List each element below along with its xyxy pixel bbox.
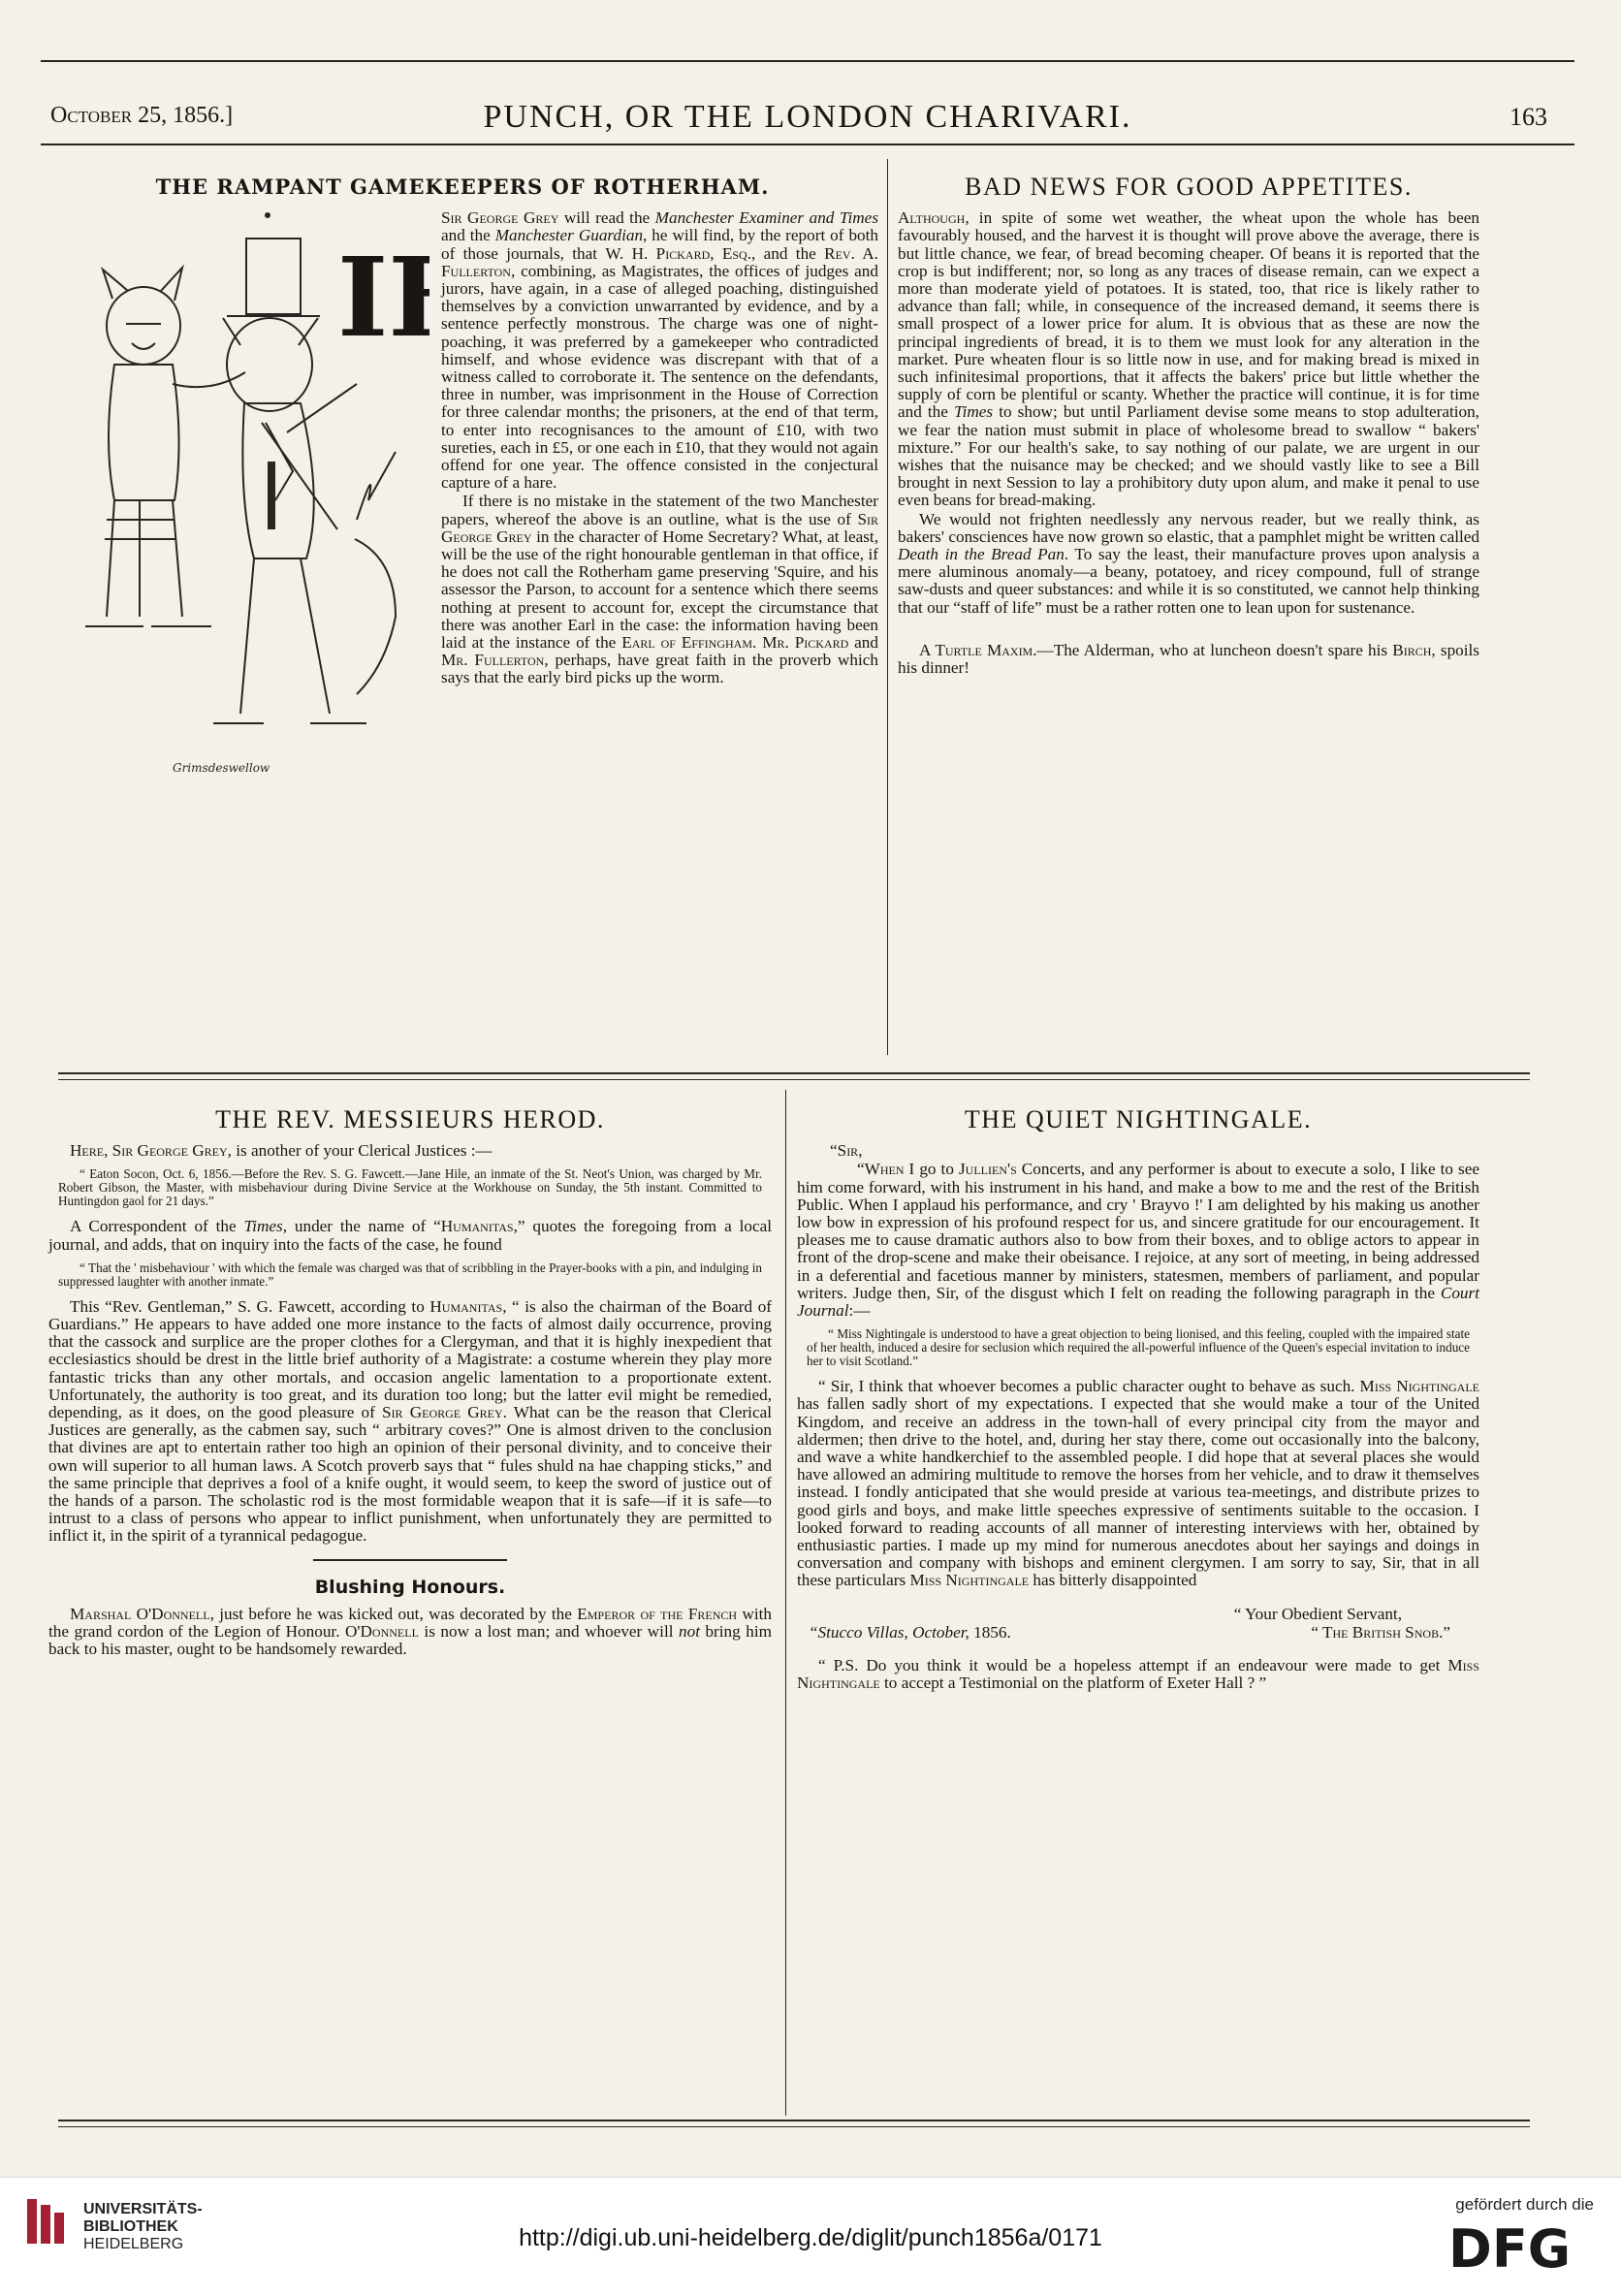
section-divider [58,1072,1530,1080]
running-header [41,99,1574,138]
svg-text:DFG: DFG [1448,2218,1572,2273]
paragraph: We would not frighten needlessly any nervous reader, but we really think, as bakers' consciences have now grown so elastic, that a pamphlet might be written called Death in the Bread Pan. To say the least, their manufacture proves upon analysis a mere aluminous anomaly—a beany, potatoey, and ricey compound, full of strange saw-dusts and queer substances: and while it is so constituted, we cannot help thinking that our “staff of life” must be a rather rotten one to lean upon for sustenance. [898,509,1479,617]
drop-cap: IF [337,235,429,363]
paragraph: This “Rev. Gentleman,” S. G. Fawcett, according to Humanitas, “ is also the chairman of the Board of Guardians.” He appears to have added one more instance to the facts of almost daily occurrence, proving that the cassock and surplice are the proper clothes for a Clergyman, and that it is highly inexpedient that ecclesiastics should be drest in the little brief authority of a Magistrate: a costume wherein they play more fantastic tricks than any other mortals, and occasion angelic lamentation to a proportionate extent. Unfortunately, the authority is too great, and its duration too long; but the latter evil might be remedied, depending, as it does, on the good pleasure of Sir George Grey. What can be the reason that Clerical Justices are generally, as the cabmen say, such “ arbitrary coves?” One is almost driven to the conclusion that divines are apt to entertain rather too high an opinion of their personal divinity, and to conceive their own will superior to all human laws. A Scotch proverb says that “ fules shuld na hae chapping sticks,” and the same principle that deprives a fool of a knife ought, it would seem, to keep the sword of justice out of the hands of a parson. The scholastic rod is the most formidable weapon that it is safe—if it is safe—to intrust to a class of persons who appear to inflict punishment, when unfortunately they are permitted to inflict it, in the spirit of a tyrannical pedagogue. [48,1296,773,1546]
funder-text: gefördert durch die [1455,2195,1594,2214]
paragraph: Sir George Grey will read the Manchester Examiner and Times and the Manchester Guardian, he will find, by the report of both of those journals, that W. H. Pickard, Esq., and the Rev. A. Fullerton, combining, as Magistrates, the offices of judges and jurors, have again, in a case of alleged poaching, distinguished themselves by a conviction unwarranted by evidence, and by a sentence perfectly monstrous. The charge was one of night-poaching, it was preferred by a gamekeeper who contradicted himself, and whose evidence was discrepant with that of a witness called to corroborate it. The sentence on the defendants, three in number, was imprisonment in the House of Correction for three calendar months; the prisoners, at the end of that term, to enter into recognisances to the amount of £10, with two sureties, each in £5, or one each in £10, that they would not again offend for one year. The offence consisted in the conjectural capture of a hare. [441,208,879,493]
quoted-report: “ Eaton Socon, Oct. 6, 1856.—Before the Rev. S. G. Fawcett.—Jane Hile, an inmate of the St. Neot's Union, was charged by Mr. Robert Gibson, the Master, with misbehaviour during Divine Service at the Workhouse on Sunday, the 5th instant. Committed to Huntingdon gaol for 21 days.” [58,1166,762,1209]
article-title: THE QUIET NIGHTINGALE. [964,1105,1313,1133]
digitization-footer [0,2177,1621,2296]
paragraph: “When I go to Jullien's Concerts, and any performer is about to execute a solo, I like to see him come forward, with his instrument in his hand, and make a bow to me and the rest of the British Public. When I applaud his performance, and cry ' Brayvo !' I am delighted by his making us another low bow in expression of his profound respect for us, and sincere gratitude for our encouragement. It pleases me to cause dramatic authors also to bow from their boxes, and to oblige actors to appear in front of the drop-scene and make their obeisance. I rejoice, at any sort of meeting, in being addressed in a deferential and facetious manner by ministers, statesmen, members of parliament, and popular writers. Judge then, Sir, of the disgust which I felt on reading the following paragraph in the Court Journal:— [797,1160,1480,1321]
bottom-divider [58,2120,1530,2127]
article-title: THE REV. MESSIEURS HEROD. [215,1105,605,1133]
salutation: “Sir, [830,1141,863,1161]
article-title: BAD NEWS FOR GOOD APPETITES. [965,173,1413,201]
issue-date: October 25, 1856.] [50,103,234,128]
library-name: UNIVERSITÄTS- BIBLIOTHEK HEIDELBERG [83,2201,203,2252]
court-journal-quote: “ Miss Nightingale is understood to have a great objection to being lionised, and this feeling, coupled with the impaired state of her health, induced a desire for seclusion which required the all-powerful influence of the Queen's especial invitation to induce her to visit Scotland.” [807,1326,1470,1369]
artist-signature: Grimsdeswellow [173,761,270,776]
signature-line: “Stucco Villas, October, 1856. “ The British Snob.” [809,1622,1450,1642]
paragraph: If there is no mistake in the statement of the two Manchester papers, whereof the above is an outline, what is the use of Sir George Grey in the character of Home Secretary? What, at least, will be the use of the right honourable gentleman in that office, if he does not call the Rotherham game preserving 'Squire, and his assessor the Parson, to account for a sentence which there seems nothing at present to account for, except the circumstance that there was another Earl in the case: the information having been laid at the instance of the Earl of Effingham. Mr. Pickard and Mr. Fullerton, perhaps, have great faith in the proverb which says that the early bird picks up the worm. [441,492,878,687]
source-url-link[interactable]: http://digi.ub.uni-heidelberg.de/diglit/punch1856a/0171 [519,2224,1102,2251]
page-number: 163 [1510,103,1547,131]
paragraph: “ Sir, I think that whoever becomes a public character ought to behave as such. Miss Nightingale has fallen sadly short of my expectations. I expected that she would make a tour of the United Kingdom, and receive an address in the town-hall of every principal city from the mayor and aldermen; then drive to the hotel, and, during her stay there, come out occasionally into the balcony, and wave a white handkerchief to the assembled people. I did hope that at several places she would have allowed an admiring multitude to remove the horses from her vehicle, and to draw it themselves instead. I fondly anticipated that she would preside at various tea-meetings, and distribute prizes to good girls and boys, and make little speeches expressive of sentiments suitable to the occasion. I looked forward to reading accounts of all manner of interesting interviews with her, obtained by enthusiastic parties. I made up my mind for numerous anecdotes about her sayings and doings in conversation and company with bishops and eminent clergymen. I am sorry to say, Sir, that in all these particulars Miss Nightingale has bitterly disappointed [797,1377,1479,1590]
paragraph: Here, Sir George Grey, is another of your Clerical Justices :— [70,1141,493,1161]
article-title: Blushing Honours. [314,1576,506,1598]
column-rule-top [887,159,888,1055]
short-rule [313,1559,507,1561]
quoted-finding: “ That the ' misbehaviour ' with which the female was charged was that of scribbling in the Prayer-books with a pin, and indulging in suppressed laughter with another inmate.” [58,1260,762,1289]
article-bad-news [898,173,1479,678]
paragraph: Although, in spite of some wet weather, the wheat upon the whole has been favourably housed, and the harvest it is thought will prove above the average, there is but little chance, we fear, of bread becoming cheaper. Of beans it is reported that the crop is but indifferent; nor, so long as any traces of disease remain, can we expect a more than moderate yield of potatoes. It is stated, too, that rice is likely rather to advance than fall; while, in consequence of the increased demand, it seems there is small prospect of a lower price for alum. It is obvious that as these are now the principal ingredients of bread, it is to them we must look for any alteration in the market. Pure wheaten flour is so little now in use, and for making bread is mixed in such infinitesimal proportions, that it affects the bakers' price but little whether the supply of corn be plentiful or scanty. Whether the practice will continue, it is for time and the Times to show; but until Parliament devise some means to stop adulteration, we fear the nation must submit in place of wholesome bread to swallow “ bakers' mixture.” For our health's sake, to say nothing of our palate, we are urgent in our wishes that the nuisance may be checked; and we should vastly like to see a Bill brought in next Session to lay a prohibitory duty upon alum, and make it penal to use even beans for bread-making. [898,208,1479,510]
article-rampant-gamekeepers [47,175,879,783]
postscript: “ P.S. Do you think it would be a hopeless attempt if an endeavour were made to get Miss Nightingale to accept a Testimonial on the platform of Exeter Hall ? ” [797,1656,1479,1693]
column-rule-bottom [785,1090,786,2116]
cartoon-illustration [47,209,429,781]
dfg-logo-icon [1448,2218,1594,2273]
illustration-gamekeepers [47,209,429,781]
article-quiet-nightingale [797,1105,1480,1693]
article-title: THE RAMPANT GAMEKEEPERS OF ROTHERHAM. [155,175,770,199]
header-rule [41,144,1574,145]
turtle-maxim: A Turtle Maxim.—The Alderman, who at luncheon doesn't spare his Birch, spoils his dinner! [898,640,1479,678]
paragraph: Marshal O'Donnell, just before he was kicked out, was decorated by the Emperor of the French with the grand cordon of the Legion of Honour. O'Donnell is now a lost man; and whoever will not bring him back to his master, ought to be handsomely rewarded. [48,1604,773,1659]
paragraph: A Correspondent of the Times, under the name of “Humanitas,” quotes the foregoing from a local journal, and adds, that on inquiry into the facts of the case, he found [48,1217,772,1254]
masthead-title: PUNCH, OR THE LONDON CHARIVARI. [483,99,1132,135]
article-rev-messieurs-herod [48,1105,773,1659]
closing: “ Your Obedient Servant, [1233,1604,1402,1623]
